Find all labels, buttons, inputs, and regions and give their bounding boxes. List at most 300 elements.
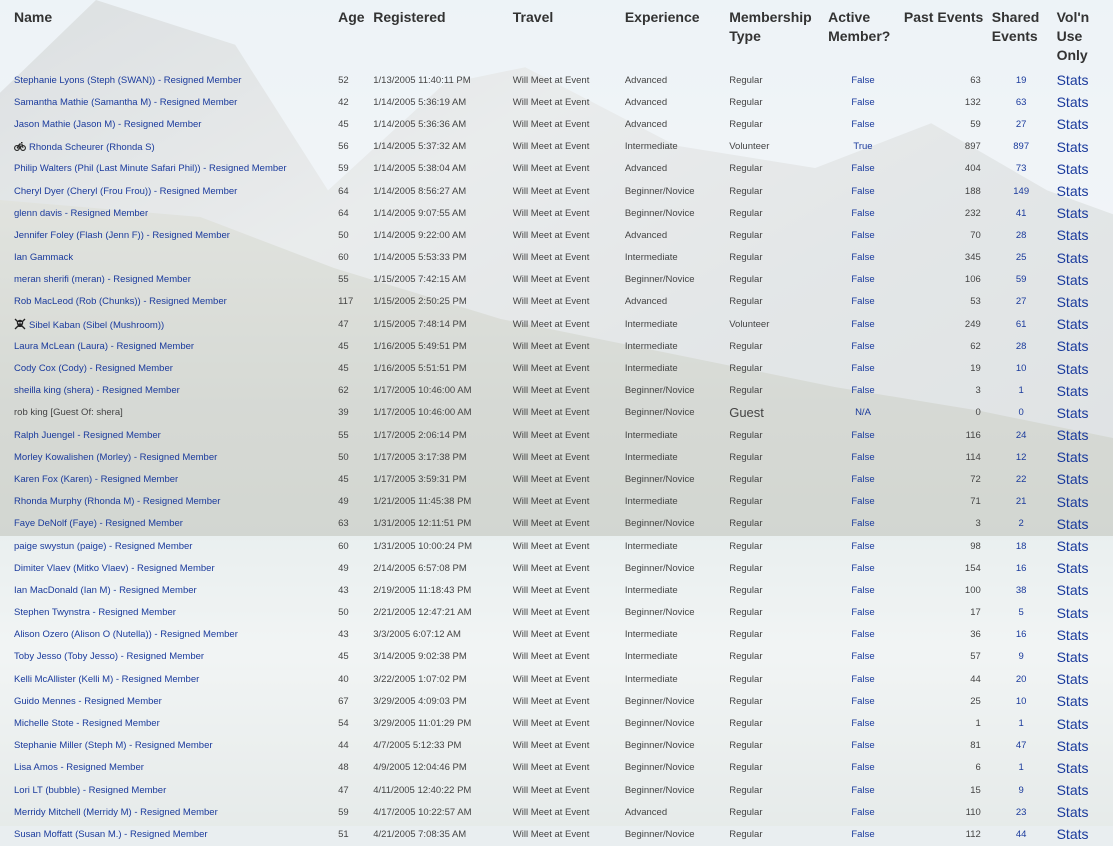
shared-events-link[interactable]: 18 xyxy=(1015,540,1027,552)
participant-name-link[interactable]: Stephanie Miller (Steph M) - Resigned Member xyxy=(14,740,213,752)
active-member-link[interactable]: False xyxy=(851,296,875,308)
stats-link[interactable]: Stats xyxy=(1056,427,1089,444)
membership-type-cell xyxy=(726,313,825,335)
stats-link[interactable]: Stats xyxy=(1056,693,1089,710)
table-row xyxy=(0,269,1113,291)
active-member-cell xyxy=(825,91,901,113)
past-events-cell: 100 xyxy=(964,584,981,596)
membership-type-cell xyxy=(726,402,825,424)
participant-name xyxy=(0,668,335,690)
shared-events-link[interactable]: 61 xyxy=(1015,318,1027,330)
stats-cell xyxy=(1054,779,1113,801)
stats-link[interactable]: Stats xyxy=(1056,804,1089,821)
past-events-cell: 132 xyxy=(964,96,981,108)
registered-cell: 1/14/2005 5:53:33 PM xyxy=(373,252,467,264)
stats-link[interactable]: Stats xyxy=(1056,72,1089,89)
table-row xyxy=(0,91,1113,113)
active-member-link[interactable]: False xyxy=(851,584,875,596)
active-member-link[interactable]: False xyxy=(851,562,875,574)
shared-events-cell xyxy=(989,757,1054,779)
active-member-link[interactable]: False xyxy=(851,451,875,463)
registered-cell: 1/13/2005 11:40:11 PM xyxy=(373,74,471,86)
shared-events-link[interactable]: 28 xyxy=(1015,340,1027,352)
active-member-link[interactable]: False xyxy=(851,163,875,175)
shared-events-cell xyxy=(989,801,1054,823)
participant-name-link[interactable]: Ian Gammack xyxy=(14,252,74,264)
stats-link[interactable]: Stats xyxy=(1056,404,1089,421)
membership-type-text: Regular xyxy=(729,518,763,530)
membership-type-text: Regular xyxy=(729,185,763,197)
participant-name-link[interactable]: Sibel Kaban (Sibel (Mushroom)) xyxy=(29,319,165,331)
active-member-link[interactable]: False xyxy=(851,518,875,530)
shared-events-link[interactable]: 38 xyxy=(1015,584,1027,596)
active-member-cell xyxy=(825,180,901,202)
participant-name-link[interactable]: Laura McLean (Laura) - Resigned Member xyxy=(14,340,195,352)
travel-cell: Will Meet at Event xyxy=(512,340,590,352)
past-events-cell: 72 xyxy=(970,473,981,485)
travel-cell: Will Meet at Event xyxy=(512,806,590,818)
registered-cell: 1/14/2005 8:56:27 AM xyxy=(373,185,467,197)
past-events-cell: 114 xyxy=(965,451,981,463)
active-member-link[interactable]: False xyxy=(851,540,875,552)
shared-events-link[interactable]: 63 xyxy=(1015,96,1027,108)
participant-name-link[interactable]: Rhonda Murphy (Rhonda M) - Resigned Member xyxy=(14,496,221,508)
age-cell: 49 xyxy=(338,496,349,508)
participant-name xyxy=(0,579,335,601)
stats-link[interactable]: Stats xyxy=(1056,205,1089,222)
shared-events-cell xyxy=(989,446,1054,468)
participant-name xyxy=(0,646,335,668)
participant-name-link[interactable]: Karen Fox (Karen) - Resigned Member xyxy=(14,473,179,485)
shared-events-link[interactable]: 5 xyxy=(1018,607,1024,619)
participant-name-link[interactable]: Ralph Juengel - Resigned Member xyxy=(14,429,161,441)
table-row xyxy=(0,779,1113,801)
stats-link[interactable]: Stats xyxy=(1056,560,1089,577)
experience-cell: Intermediate xyxy=(624,252,678,264)
table-row xyxy=(0,136,1113,158)
active-member-link[interactable]: False xyxy=(851,207,875,219)
travel-cell: Will Meet at Event xyxy=(512,118,590,130)
header-name: Name xyxy=(14,9,53,25)
past-events-cell: 81 xyxy=(970,740,981,752)
shared-events-cell xyxy=(989,424,1054,446)
shared-events-link[interactable]: 9 xyxy=(1018,784,1024,796)
stats-cell xyxy=(1054,380,1113,402)
age-cell: 64 xyxy=(338,207,349,219)
membership-type-text: Regular xyxy=(729,784,763,796)
shared-events-link[interactable]: 1 xyxy=(1018,762,1024,774)
membership-type-cell xyxy=(726,823,825,845)
participant-name-link[interactable]: Cheryl Dyer (Cheryl (Frou Frou)) - Resigned Member xyxy=(14,185,238,197)
table-row xyxy=(0,602,1113,624)
membership-type-cell xyxy=(726,557,825,579)
table-row xyxy=(0,757,1113,779)
stats-link[interactable]: Stats xyxy=(1056,826,1089,843)
stats-link[interactable]: Stats xyxy=(1056,626,1089,643)
shared-events-link[interactable]: 1 xyxy=(1018,718,1024,730)
active-member-link[interactable]: False xyxy=(851,429,875,441)
experience-cell: Advanced xyxy=(624,163,668,175)
travel-cell: Will Meet at Event xyxy=(512,540,590,552)
shared-events-cell xyxy=(989,468,1054,490)
membership-type-text: Regular xyxy=(729,229,763,241)
active-member-link[interactable]: False xyxy=(851,473,875,485)
membership-type-text: Regular xyxy=(729,429,763,441)
participant-name-link[interactable]: Rhonda Scheurer (Rhonda S) xyxy=(29,142,155,154)
shared-events-cell xyxy=(989,180,1054,202)
participant-name-link[interactable]: Jennifer Foley (Flash (Jenn F)) - Resigned Member xyxy=(14,229,230,241)
age-cell: 54 xyxy=(338,718,349,730)
stats-link[interactable]: Stats xyxy=(1056,360,1089,377)
active-member-link[interactable]: N/A xyxy=(855,407,871,419)
active-member-link[interactable]: False xyxy=(851,274,875,286)
participant-name xyxy=(0,158,335,180)
age-cell: 42 xyxy=(338,96,349,108)
shared-events-cell xyxy=(989,690,1054,712)
membership-type-cell xyxy=(726,712,825,734)
table-row xyxy=(0,579,1113,601)
stats-link[interactable]: Stats xyxy=(1056,316,1089,333)
membership-type-text: Regular xyxy=(729,762,763,774)
membership-type-cell xyxy=(726,468,825,490)
participant-name-link[interactable]: Philip Walters (Phil (Last Minute Safari Phil)) - Resigned Member xyxy=(14,163,287,175)
table-row xyxy=(0,491,1113,513)
shared-events-link[interactable]: 21 xyxy=(1015,496,1027,508)
stats-cell xyxy=(1054,668,1113,690)
shared-events-link[interactable]: 19 xyxy=(1015,74,1027,86)
shared-events-link[interactable]: 10 xyxy=(1015,363,1027,375)
age-cell: 44 xyxy=(338,740,349,752)
shared-events-cell xyxy=(989,513,1054,535)
active-member-link[interactable]: False xyxy=(851,673,875,685)
participant-name-link[interactable]: Lisa Amos - Resigned Member xyxy=(14,762,144,774)
stats-link[interactable]: Stats xyxy=(1056,271,1089,288)
stats-cell xyxy=(1054,735,1113,757)
experience-cell: Intermediate xyxy=(624,629,678,641)
travel-cell: Will Meet at Event xyxy=(512,607,590,619)
active-member-cell xyxy=(825,424,901,446)
table-row xyxy=(0,424,1113,446)
header-age: Age xyxy=(338,9,365,25)
active-member-cell xyxy=(825,69,901,91)
past-events-cell: 6 xyxy=(975,762,981,774)
age-cell: 55 xyxy=(338,274,349,286)
stats-cell xyxy=(1054,823,1113,845)
shared-events-link[interactable]: 0 xyxy=(1018,407,1024,419)
stats-link[interactable]: Stats xyxy=(1056,116,1089,133)
travel-cell: Will Meet at Event xyxy=(512,141,590,153)
shared-events-cell xyxy=(989,269,1054,291)
participant-name-link[interactable]: Kelli McAllister (Kelli M) - Resigned Member xyxy=(14,673,200,685)
experience-cell: Intermediate xyxy=(624,429,678,441)
participant-name-link[interactable]: Lori LT (bubble) - Resigned Member xyxy=(14,784,167,796)
stats-link[interactable]: Stats xyxy=(1056,515,1089,532)
active-member-link[interactable]: False xyxy=(851,718,875,730)
shared-events-link[interactable]: 22 xyxy=(1015,473,1027,485)
participant-name-link[interactable]: Morley Kowalishen (Morley) - Resigned Member xyxy=(14,451,218,463)
experience-cell: Advanced xyxy=(624,229,668,241)
participant-name xyxy=(0,247,335,269)
shared-events-link[interactable]: 25 xyxy=(1015,252,1027,264)
shared-events-link[interactable]: 149 xyxy=(1013,185,1030,197)
active-member-link[interactable]: False xyxy=(851,385,875,397)
stats-link[interactable]: Stats xyxy=(1056,183,1089,200)
stats-link[interactable]: Stats xyxy=(1056,94,1089,111)
stats-cell xyxy=(1054,535,1113,557)
participant-name xyxy=(0,424,335,446)
registered-cell: 3/29/2005 11:01:29 PM xyxy=(373,718,472,730)
stats-cell xyxy=(1054,69,1113,91)
stats-link[interactable]: Stats xyxy=(1056,471,1089,488)
shared-events-link[interactable]: 20 xyxy=(1015,673,1027,685)
stats-link[interactable]: Stats xyxy=(1056,604,1089,621)
membership-type-cell xyxy=(726,446,825,468)
stats-cell xyxy=(1054,468,1113,490)
registered-cell: 1/16/2005 5:51:51 PM xyxy=(373,363,467,375)
active-member-cell xyxy=(825,624,901,646)
travel-cell: Will Meet at Event xyxy=(512,385,590,397)
shared-events-cell xyxy=(989,313,1054,335)
stats-link[interactable]: Stats xyxy=(1056,138,1089,155)
experience-cell: Beginner/Novice xyxy=(624,762,695,774)
shared-events-link[interactable]: 12 xyxy=(1015,451,1027,463)
active-member-link[interactable]: False xyxy=(851,118,875,130)
participant-name-link[interactable]: Alison Ozero (Alison O (Nutella)) - Resigned Member xyxy=(14,629,238,641)
stats-link[interactable]: Stats xyxy=(1056,227,1089,244)
age-cell: 45 xyxy=(338,473,349,485)
active-member-link[interactable]: False xyxy=(851,96,875,108)
shared-events-cell xyxy=(989,224,1054,246)
participant-name-link[interactable]: meran sherifi (meran) - Resigned Member xyxy=(14,274,191,286)
shared-events-cell xyxy=(989,535,1054,557)
participant-name-link[interactable]: Jason Mathie (Jason M) - Resigned Member xyxy=(14,118,202,130)
age-cell: 47 xyxy=(338,318,349,330)
stats-link[interactable]: Stats xyxy=(1056,160,1089,177)
participant-name xyxy=(0,380,335,402)
stats-cell xyxy=(1054,291,1113,313)
stats-link[interactable]: Stats xyxy=(1056,782,1089,799)
shared-events-link[interactable]: 59 xyxy=(1015,274,1027,286)
past-events-cell: 19 xyxy=(970,363,981,375)
active-member-link[interactable]: False xyxy=(851,229,875,241)
past-events-cell: 63 xyxy=(970,74,981,86)
membership-type-text: Regular xyxy=(729,252,763,264)
shared-events-link[interactable]: 27 xyxy=(1015,118,1027,130)
membership-type-text: Regular xyxy=(729,207,763,219)
active-member-link[interactable]: False xyxy=(851,74,875,86)
stats-link[interactable]: Stats xyxy=(1056,293,1089,310)
stats-cell xyxy=(1054,446,1113,468)
active-member-link[interactable]: False xyxy=(851,695,875,707)
active-member-cell xyxy=(825,446,901,468)
active-member-link[interactable]: False xyxy=(851,740,875,752)
shared-events-link[interactable]: 27 xyxy=(1015,296,1027,308)
shared-events-link[interactable]: 16 xyxy=(1015,629,1027,641)
stats-cell xyxy=(1054,424,1113,446)
active-member-link[interactable]: False xyxy=(851,629,875,641)
participant-name xyxy=(0,224,335,246)
active-member-link[interactable]: False xyxy=(851,252,875,264)
participant-name xyxy=(0,291,335,313)
registered-cell: 1/15/2005 7:48:14 PM xyxy=(373,318,467,330)
active-member-link[interactable]: False xyxy=(851,363,875,375)
stats-cell xyxy=(1054,624,1113,646)
membership-type-cell xyxy=(726,224,825,246)
registered-cell: 3/3/2005 6:07:12 AM xyxy=(373,629,461,641)
active-member-link[interactable]: False xyxy=(851,651,875,663)
active-member-link[interactable]: False xyxy=(851,762,875,774)
travel-cell: Will Meet at Event xyxy=(512,451,590,463)
active-member-cell xyxy=(825,224,901,246)
experience-cell: Beginner/Novice xyxy=(624,185,695,197)
stats-link[interactable]: Stats xyxy=(1056,671,1089,688)
participant-name xyxy=(0,180,335,202)
stats-cell xyxy=(1054,690,1113,712)
participant-name-link[interactable]: Guido Mennes - Resigned Member xyxy=(14,695,162,707)
participant-name xyxy=(0,468,335,490)
active-member-cell xyxy=(825,402,901,424)
active-member-cell xyxy=(825,513,901,535)
travel-cell: Will Meet at Event xyxy=(512,695,590,707)
travel-cell: Will Meet at Event xyxy=(512,673,590,685)
experience-cell: Beginner/Novice xyxy=(624,473,695,485)
participant-name-link[interactable]: Faye DeNolf (Faye) - Resigned Member xyxy=(14,518,183,530)
header-voln-use-only: Vol'n Use Only xyxy=(1056,9,1090,63)
experience-cell: Beginner/Novice xyxy=(624,740,695,752)
participant-name-link[interactable]: Stephen Twynstra - Resigned Member xyxy=(14,607,176,619)
stats-link[interactable]: Stats xyxy=(1056,449,1089,466)
age-cell: 67 xyxy=(338,695,349,707)
membership-type-cell xyxy=(726,69,825,91)
membership-type-cell xyxy=(726,291,825,313)
shared-events-link[interactable]: 10 xyxy=(1015,695,1027,707)
stats-link[interactable]: Stats xyxy=(1056,338,1089,355)
participant-name-link[interactable]: paige swystun (paige) - Resigned Member xyxy=(14,540,193,552)
active-member-link[interactable]: False xyxy=(851,340,875,352)
participant-name-link[interactable]: Dimiter Vlaev (Mitko Vlaev) - Resigned Member xyxy=(14,562,215,574)
past-events-cell: 53 xyxy=(970,296,981,308)
participant-name-link[interactable]: glenn davis - Resigned Member xyxy=(14,207,149,219)
stats-cell xyxy=(1054,602,1113,624)
active-member-link[interactable]: False xyxy=(851,607,875,619)
shared-events-link[interactable]: 73 xyxy=(1015,163,1027,175)
registered-cell: 1/14/2005 5:36:36 AM xyxy=(373,118,467,130)
active-member-link[interactable]: False xyxy=(851,828,875,840)
header-shared-events: Shared Events xyxy=(991,9,1040,44)
shared-events-link[interactable]: 9 xyxy=(1018,651,1024,663)
shared-events-link[interactable]: 16 xyxy=(1015,562,1027,574)
stats-cell xyxy=(1054,757,1113,779)
shared-events-link[interactable]: 2 xyxy=(1018,518,1024,530)
past-events-cell: 15 xyxy=(970,784,981,796)
shared-events-cell xyxy=(989,646,1054,668)
active-member-cell xyxy=(825,668,901,690)
stats-cell xyxy=(1054,269,1113,291)
experience-cell: Advanced xyxy=(624,74,668,86)
age-cell: 40 xyxy=(338,673,349,685)
participant-name xyxy=(0,91,335,113)
participant-name xyxy=(0,801,335,823)
participant-name-link[interactable]: Michelle Stote - Resigned Member xyxy=(14,718,160,730)
stats-cell xyxy=(1054,801,1113,823)
stats-link[interactable]: Stats xyxy=(1056,648,1089,665)
stats-link[interactable]: Stats xyxy=(1056,538,1089,555)
experience-cell: Beginner/Novice xyxy=(624,607,695,619)
travel-cell: Will Meet at Event xyxy=(512,296,590,308)
active-member-link[interactable]: False xyxy=(851,784,875,796)
active-member-link[interactable]: True xyxy=(853,141,873,153)
membership-type-cell xyxy=(726,136,825,158)
registered-cell: 1/17/2005 3:17:38 PM xyxy=(373,451,467,463)
membership-type-text: Regular xyxy=(729,806,763,818)
stats-link[interactable]: Stats xyxy=(1056,382,1089,399)
shared-events-cell xyxy=(989,380,1054,402)
membership-type-cell xyxy=(726,424,825,446)
stats-link[interactable]: Stats xyxy=(1056,249,1089,266)
experience-cell: Beginner/Novice xyxy=(624,784,695,796)
travel-cell: Will Meet at Event xyxy=(512,318,590,330)
active-member-cell xyxy=(825,269,901,291)
stats-link[interactable]: Stats xyxy=(1056,715,1089,732)
stats-link[interactable]: Stats xyxy=(1056,737,1089,754)
participant-name-link[interactable]: Stephanie Lyons (Steph (SWAN)) - Resigned Member xyxy=(14,74,242,86)
membership-type-cell xyxy=(726,646,825,668)
shared-events-link[interactable]: 41 xyxy=(1015,207,1027,219)
stats-link[interactable]: Stats xyxy=(1056,759,1089,776)
past-events-cell: 71 xyxy=(970,496,981,508)
stats-link[interactable]: Stats xyxy=(1056,582,1089,599)
active-member-link[interactable]: False xyxy=(851,806,875,818)
active-member-cell xyxy=(825,646,901,668)
shared-events-link[interactable]: 897 xyxy=(1013,141,1030,153)
table-row xyxy=(0,158,1113,180)
shared-events-link[interactable]: 28 xyxy=(1015,229,1027,241)
participant-name xyxy=(0,313,335,335)
table-row xyxy=(0,180,1113,202)
active-member-cell xyxy=(825,247,901,269)
participant-name-link[interactable]: Rob MacLeod (Rob (Chunks)) - Resigned Member xyxy=(14,296,227,308)
participant-name-link[interactable]: Toby Jesso (Toby Jesso) - Resigned Member xyxy=(14,651,205,663)
travel-cell: Will Meet at Event xyxy=(512,74,590,86)
travel-cell: Will Meet at Event xyxy=(512,651,590,663)
shared-events-link[interactable]: 24 xyxy=(1015,429,1027,441)
participant-name-link[interactable]: Cody Cox (Cody) - Resigned Member xyxy=(14,363,173,375)
active-member-link[interactable]: False xyxy=(851,185,875,197)
experience-cell: Advanced xyxy=(624,806,668,818)
participant-name-link[interactable]: Samantha Mathie (Samantha M) - Resigned Member xyxy=(14,96,238,108)
age-cell: 45 xyxy=(338,118,349,130)
past-events-cell: 98 xyxy=(970,540,981,552)
header-experience: Experience xyxy=(624,9,700,25)
shared-events-link[interactable]: 23 xyxy=(1015,806,1027,818)
participant-name-link[interactable]: Ian MacDonald (Ian M) - Resigned Member xyxy=(14,584,197,596)
past-events-cell: 404 xyxy=(964,163,981,175)
membership-type-cell xyxy=(726,91,825,113)
participant-name-link[interactable]: Merridy Mitchell (Merridy M) - Resigned Member xyxy=(14,806,218,818)
past-events-cell: 3 xyxy=(975,518,981,530)
shared-events-link[interactable]: 1 xyxy=(1018,385,1024,397)
active-member-cell xyxy=(825,779,901,801)
travel-cell: Will Meet at Event xyxy=(512,562,590,574)
participant-name-link[interactable]: Susan Moffatt (Susan M.) - Resigned Member xyxy=(14,828,208,840)
shared-events-link[interactable]: 47 xyxy=(1015,740,1027,752)
active-member-link[interactable]: False xyxy=(851,318,875,330)
stats-link[interactable]: Stats xyxy=(1056,493,1089,510)
active-member-link[interactable]: False xyxy=(851,496,875,508)
participant-name-link[interactable]: sheilla king (shera) - Resigned Member xyxy=(14,385,180,397)
shared-events-link[interactable]: 44 xyxy=(1015,828,1027,840)
table-row xyxy=(0,624,1113,646)
